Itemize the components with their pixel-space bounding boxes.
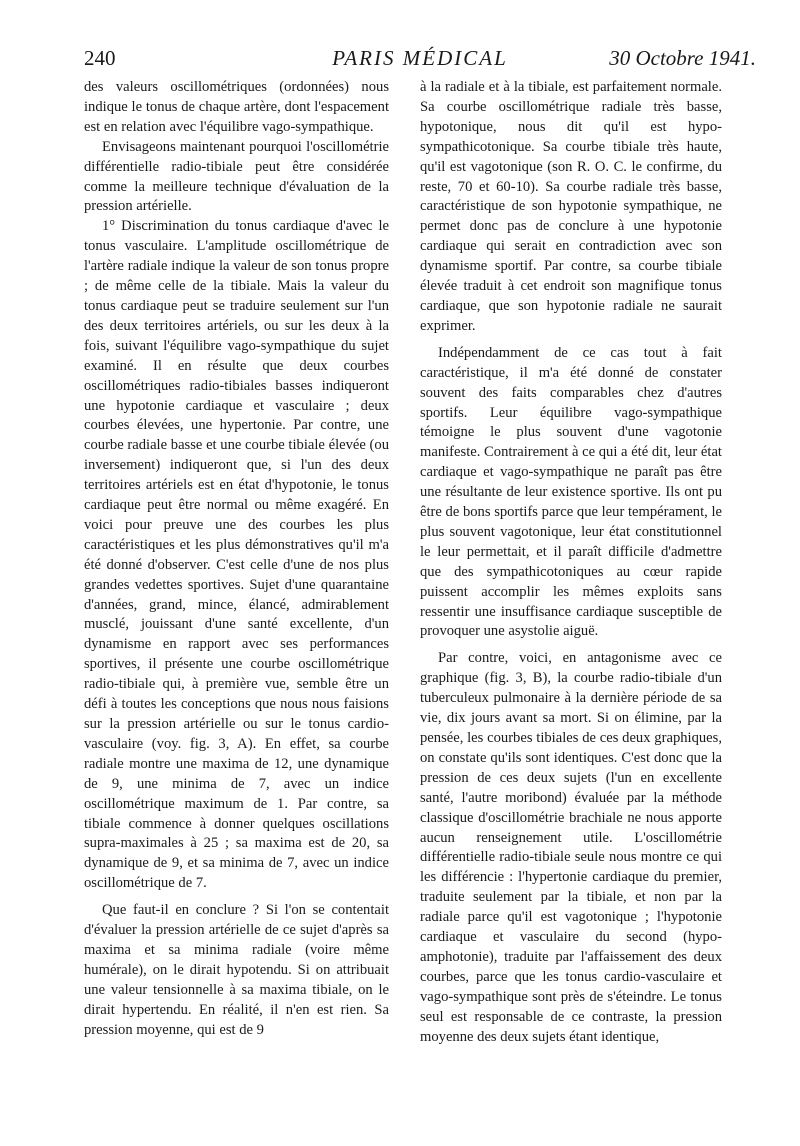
- paragraph: Que faut-il en conclure ? Si l'on se contentait d'évaluer la pression artérielle de ce sujet d'après sa maxima et sa minima radiale (voire même humérale), on le dirait hypotendu. Si on attribuait une valeur tensionnelle à sa maxima tibiale, on le dirait hypertendu. En réalité, il n'en est rien. Sa pression moyenne, qui est de 9: [84, 902, 389, 1038]
- paragraph: Envisageons maintenant pourquoi l'oscillométrie différentielle radio-tibiale peut être considérée comme la meilleure technique d'évaluation de la pression artérielle.: [84, 138, 389, 215]
- paragraph: des valeurs oscillométriques (ordonnées) nous indique le tonus de chaque artère, dont l'espacement est en relation avec l'équilibre vago-sympathique.: [84, 79, 389, 135]
- journal-title: PARIS MÉDICAL: [332, 46, 508, 70]
- paragraph: Par contre, voici, en antagonisme avec ce graphique (fig. 3, B), la courbe radio-tibiale d'un tuberculeux pulmonaire à la dernière période de sa vie, dix jours avant sa mort. Si on élimine, par la pensée, les courbes tibiales de ces deux graphiques, on constate qu'ils sont identiques. C'est donc que la pression de ces deux sujets (l'un en excellente santé, l'autre moribond) évaluée par la méthode classique d'oscillométrie brachiale ne nous apporte aucun renseignement utile. L'oscillométrie différentielle radio-tibiale seule nous montre ce qui les différencie : l'hypertonie cardiaque du premier, traduite seulement par la tibiale, et non par la radiale parce qu'il est vagotonique ; l'hypotonie cardiaque et vasculaire du second (hypo-amphotonie), traduite par l'affaissement des deux courbes, parce que les tonus cardio-vasculaire et vago-sympathique sont près de s'éteindre. Le tonus seul est responsable de ce contraste, la pression moyenne des deux sujets étant identique,: [420, 650, 722, 1045]
- paragraph: 1° Discrimination du tonus cardiaque d'avec le tonus vasculaire. L'amplitude oscillométrique de l'artère radiale indique la valeur de son tonus propre ; de même celle de la tibiale. Mais la valeur du tonus cardiaque peut se traduire seulement sur l'un des deux territoires artériels, ou sur les deux à la fois, suivant l'équilibre vago-sympathique du sujet examiné. Il en résulte que deux courbes oscillométriques radio-tibiales basses indiqueront une hypotonie cardiaque et vasculaire ; deux courbes élevées, une hypertonie. Par contre, une courbe radiale basse et une courbe tibiale élevée (ou inversement) indiqueront que, si l'un des deux territoires artériels est en état d'hypotonie, le tonus cardiaque peut être normal ou même exagéré. En voici pour preuve une des courbes les plus caractéristiques et les plus démonstratives qu'il m'a été donné d'observer. C'est celle d'une de nos plus grandes vedettes sportives. Sujet d'une quarantaine d'années, grand, mince, élancé, admirablement musclé, jouissant d'une santé excellente, d'un dynamisme en rapport avec ses performances sportives, il présente une courbe oscillométrique radio-tibiale qui, à première vue, semble être un défi à toutes les conceptions que nous nous faisions sur la pression artérielle ou sur le tonus cardio-vasculaire (voy. fig. 3, A). En effet, sa courbe radiale montre une maxima de 12, une dynamique de 9, une minima de 7, avec un indice oscillométrique maximum de 1. Par contre, sa tibiale commence à donner quelques oscillations supra-maximales à 25 ; sa maxima est de 20, sa dynamique de 9, et sa minima de 7, avec un indice oscillométrique de 7.: [84, 218, 389, 892]
- paragraph: à la radiale et à la tibiale, est parfaitement normale. Sa courbe oscillométrique radiale très basse, hypotonique, nous dit qu'il est hypo-sympathicotonique. Sa courbe tibiale très haute, qu'il est vagotonique (son R. O. C. le confirme, du reste, 70 et 60-10). Sa courbe radiale très basse, caractéristique de son hypotonie sympathique, ne permet donc pas de conclure à une hypotonie cardiaque qui serait en contradiction avec son dynamisme sportif. Par contre, sa courbe tibiale élevée traduit à cet endroit son magnifique tonus cardiaque, que son hypotonie radiale ne saurait exprimer.: [420, 79, 722, 334]
- running-header: [84, 46, 756, 74]
- paragraph: Indépendamment de ce cas tout à fait caractéristique, il m'a été donné de constater souvent des faits comparables chez d'autres sportifs. Leur équilibre vago-sympathique témoigne le plus souvent d'une vagotonie manifeste. Contrairement à ce qui a été dit, leur état cardiaque et vago-sympathique ne paraît pas être une résultante de leur existence sportive. Ils ont pu être de bons sportifs parce que leur tempérament, le plus souvent vagotonique, leur état constitutionnel le leur permettait, et il paraît difficile d'admettre que des sympathicotoniques au cœur rapide puissent accomplir les mêmes exploits sans ressentir une insuffisance cardiaque susceptible de provoquer une asystolie aiguë.: [420, 344, 722, 640]
- left-column: [84, 78, 389, 1041]
- page-number: 240: [84, 46, 116, 70]
- right-column: [420, 78, 722, 1048]
- issue-date: 30 Octobre 1941.: [609, 46, 756, 70]
